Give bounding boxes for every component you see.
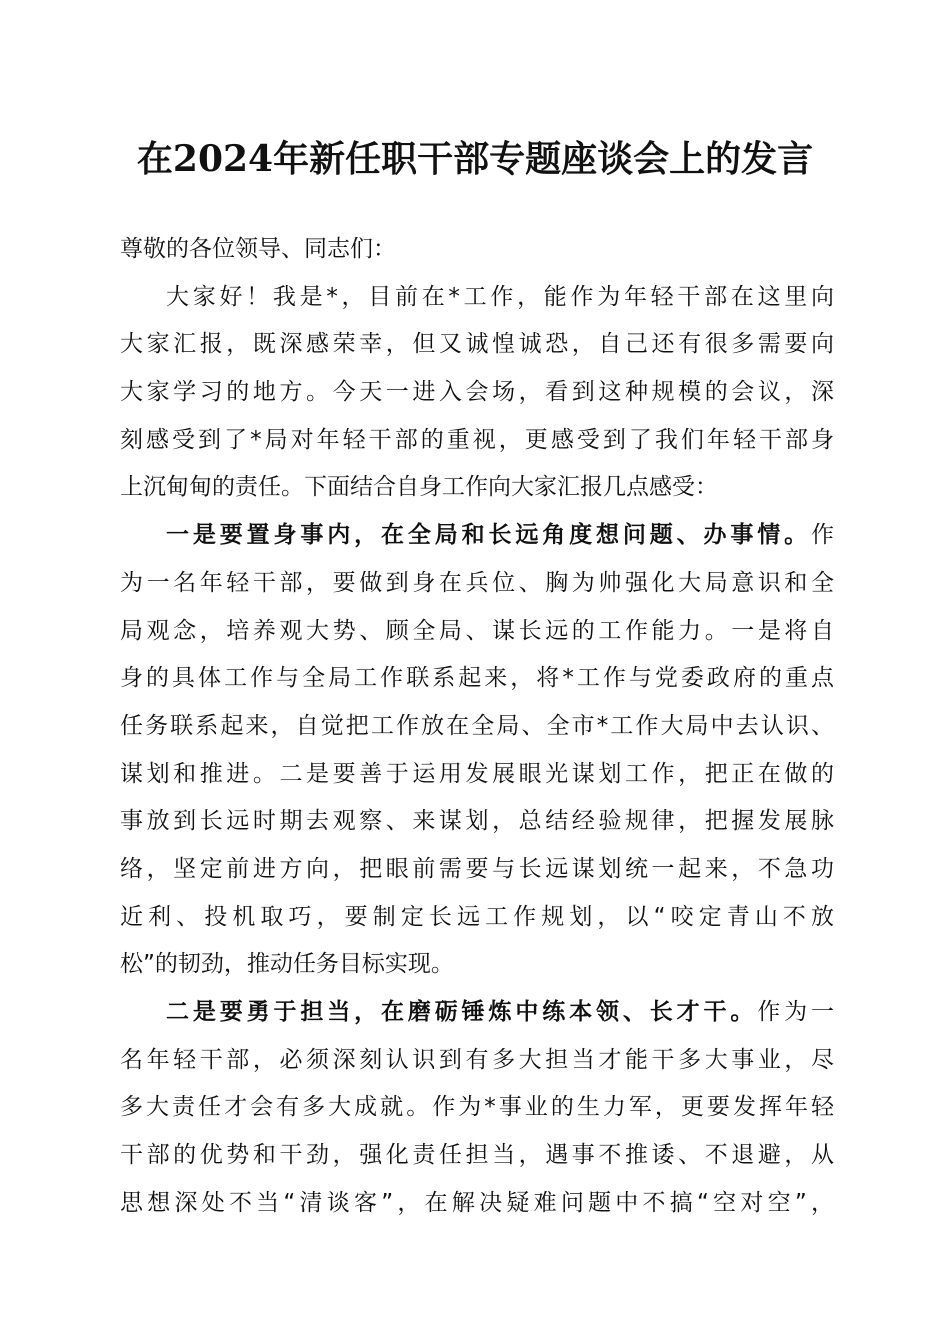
point1-line: 局观念，培养观大势、顾全局、谋长远的工作能力。一是将自 (120, 617, 834, 644)
point2-heading: 二是要勇于担当，在磨砺锤炼中练本领、长才干。 (166, 999, 758, 1025)
point1-line: 任务联系起来，自觉把工作放在全局、全市*工作大局中去认识、 (120, 712, 834, 739)
intro-line: 大家学习的地方。今天一进入会场，看到这种规模的会议，深 (120, 379, 834, 406)
point2-line: 名年轻干部，必须深刻认识到有多大担当才能干多大事业，尽 (120, 1046, 834, 1073)
intro-line: 大家汇报，既深感荣幸，但又诚惶诚恐，自己还有很多需要向 (120, 331, 834, 358)
document-body (120, 226, 834, 1227)
salutation: 尊敬的各位领导、同志们： (120, 236, 396, 262)
page-title: 在2024年新任职干部专题座谈会上的发言 (136, 138, 814, 180)
point1-line: 身的具体工作与全局工作联系起来，将*工作与党委政府的重点 (120, 665, 834, 692)
intro-line: 大家好！我是*，目前在*工作，能作为年轻干部在这里向 (166, 283, 834, 310)
point1-first-line-tail: 作 (811, 522, 834, 549)
point2-first-line-tail: 作为一 (757, 999, 834, 1025)
point1-heading: 一是要置身事内，在全局和长远角度想问题、办事情。 (166, 522, 811, 549)
point2-line: 多大责任才会有多大成就。作为*事业的生力军，更要发挥年轻 (120, 1094, 834, 1121)
intro-line: 上沉甸甸的责任。下面结合自身工作向大家汇报几点感受： (120, 474, 718, 501)
point1-line: 近利、投机取巧，要制定长远工作规划，以“咬定青山不放 (120, 903, 834, 930)
point1-line: 松”的韧劲，推动任务目标实现。 (120, 951, 454, 978)
point1-first-line (120, 512, 834, 560)
point1-line: 为一名年轻干部，要做到身在兵位、胸为帅强化大局意识和全 (120, 569, 834, 596)
intro-line: 刻感受到了*局对年轻干部的重视，更感受到了我们年轻干部身 (120, 426, 834, 453)
point2-line: 干部的优势和干劲，强化责任担当，遇事不推诿、不退避，从 (120, 1142, 834, 1169)
point2-first-line (120, 989, 834, 1037)
point2-line: 思想深处不当“清谈客”，在解决疑难问题中不搞“空对空”， (120, 1189, 834, 1216)
point1-line: 事放到长远时期去观察、来谋划，总结经验规律，把握发展脉 (120, 808, 834, 835)
point1-line: 谋划和推进。二是要善于运用发展眼光谋划工作，把正在做的 (120, 760, 834, 787)
point1-line: 络，坚定前进方向，把眼前需要与长远谋划统一起来，不急功 (120, 855, 834, 882)
